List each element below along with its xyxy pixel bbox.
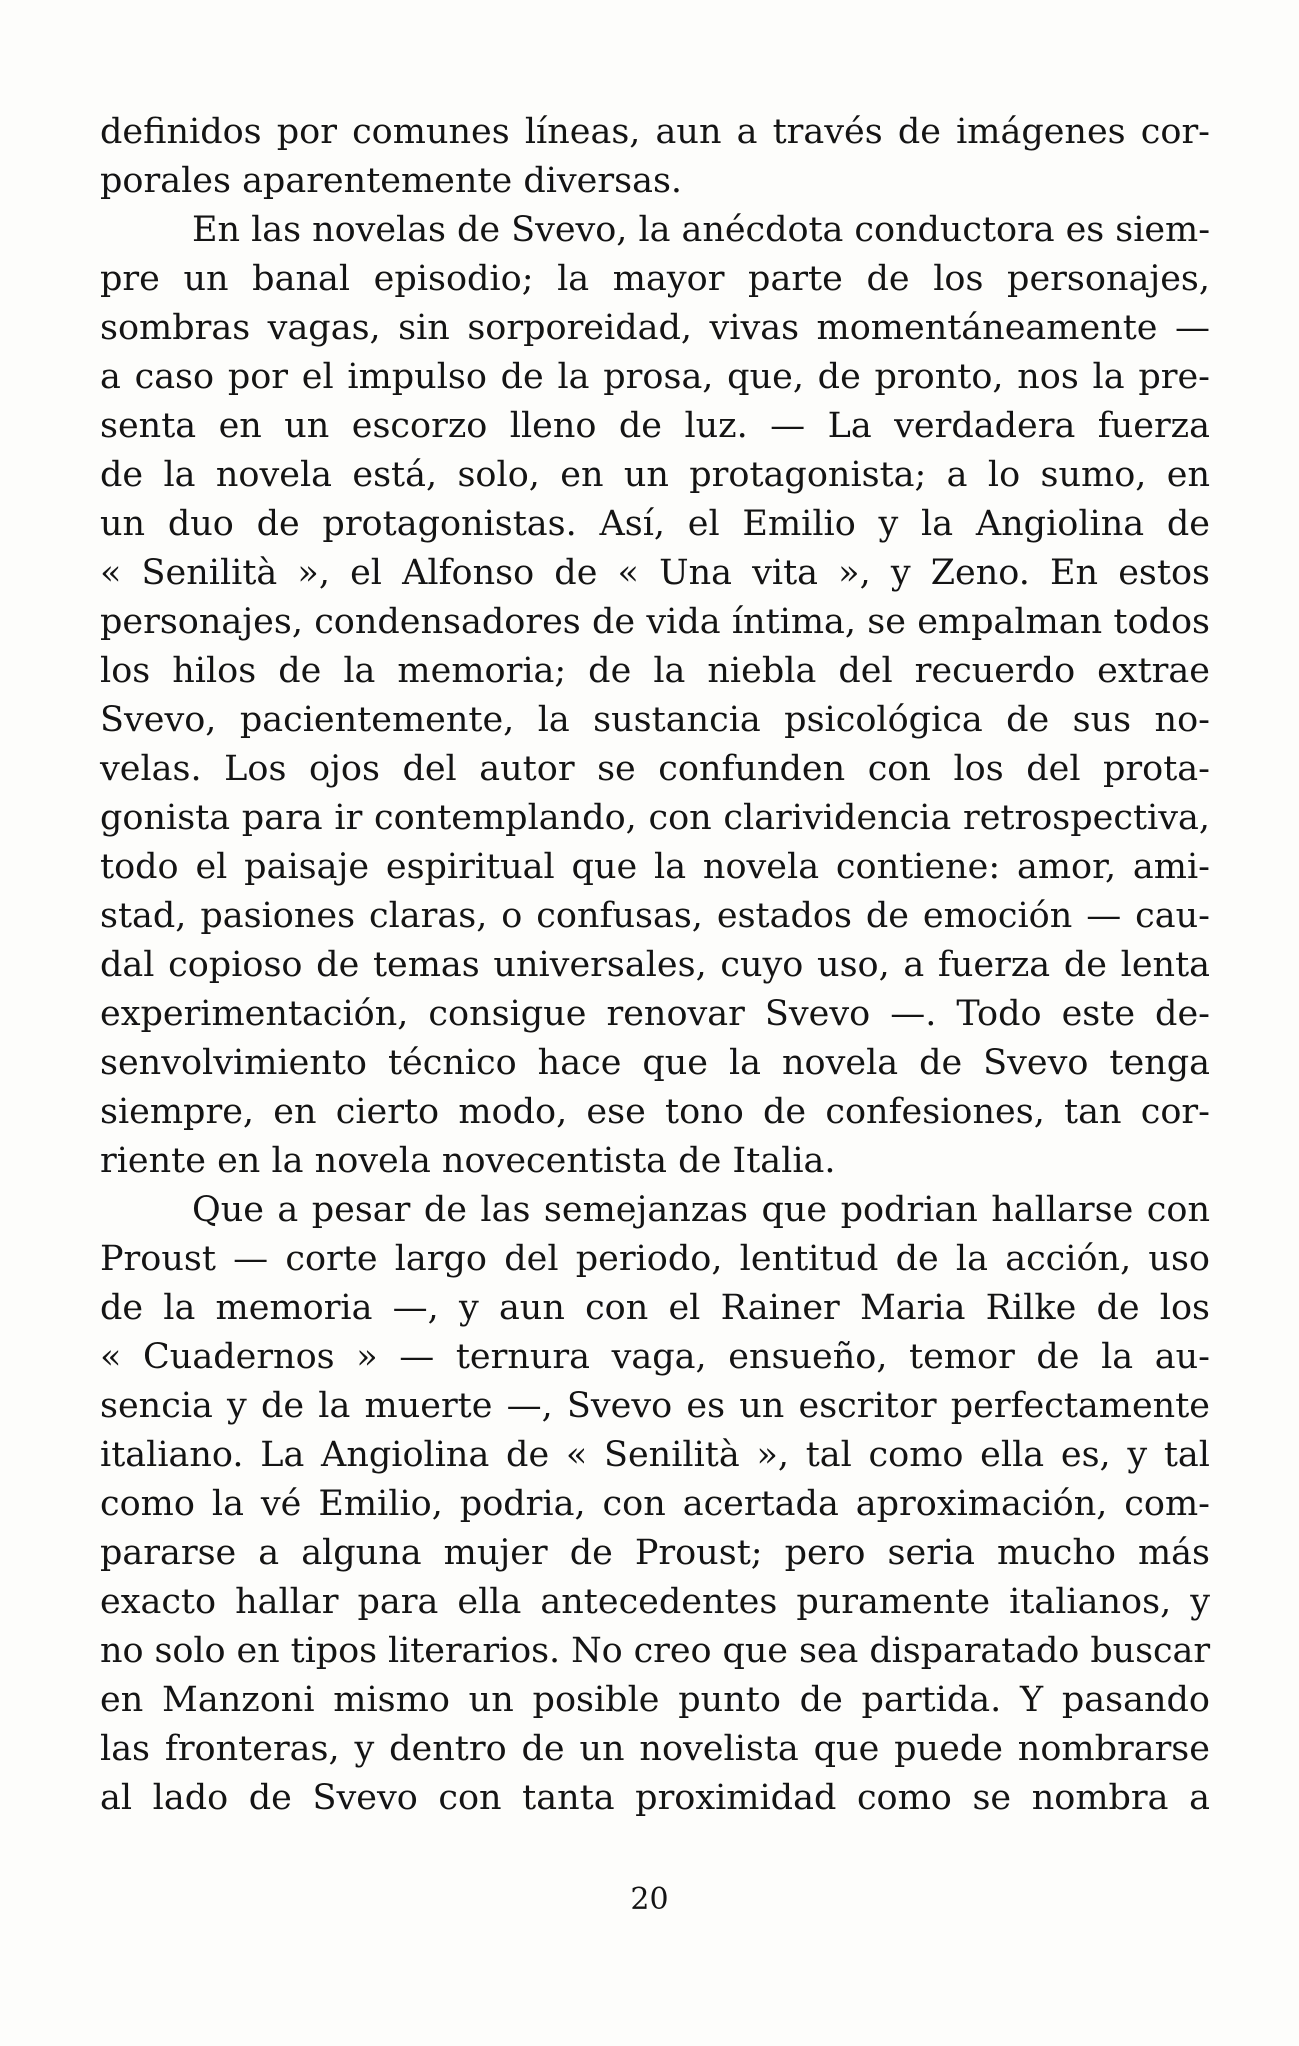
text-line: « Senilità », el Alfonso de « Una vita », y Zeno. En estos xyxy=(100,553,1210,593)
text-line: definidos por comunes líneas, aun a través de imágenes cor- xyxy=(100,112,1210,152)
text-line: porales aparentemente diversas. xyxy=(100,161,683,201)
text-line: de la novela está, solo, en un protagonista; a lo sumo, en xyxy=(100,455,1210,495)
text-line: sencia y de la muerte —, Svevo es un escritor perfectamente xyxy=(100,1386,1210,1426)
text-line: al lado de Svevo con tanta proximidad como se nombra a xyxy=(100,1778,1210,1818)
text-line: no solo en tipos literarios. No creo que sea disparatado buscar xyxy=(100,1631,1210,1671)
body-text xyxy=(100,108,1210,1823)
text-line: personajes, condensadores de vida íntima, se empalman todos xyxy=(100,602,1210,642)
text-line: los hilos de la memoria; de la niebla del recuerdo extrae xyxy=(100,651,1210,691)
text-line: exacto hallar para ella antecedentes puramente italianos, y xyxy=(100,1582,1210,1622)
text-line: las fronteras, y dentro de un novelista que puede nombrarse xyxy=(100,1729,1210,1769)
text-line: senta en un escorzo lleno de luz. — La verdadera fuerza xyxy=(100,406,1210,446)
text-line: sombras vagas, sin sorporeidad, vivas momentáneamente — xyxy=(100,308,1210,348)
text-line: senvolvimiento técnico hace que la novela de Svevo tenga xyxy=(100,1043,1210,1083)
text-line: de la memoria —, y aun con el Rainer Maria Rilke de los xyxy=(100,1288,1210,1328)
text-line: velas. Los ojos del autor se confunden con los del prota- xyxy=(100,749,1210,789)
text-line: como la vé Emilio, podria, con acertada aproximación, com- xyxy=(100,1484,1210,1524)
text-line: todo el paisaje espiritual que la novela contiene: amor, ami- xyxy=(100,847,1210,887)
text-line: dal copioso de temas universales, cuyo uso, a fuerza de lenta xyxy=(100,945,1210,985)
text-line: stad, pasiones claras, o confusas, estados de emoción — cau- xyxy=(100,896,1210,936)
text-line: pararse a alguna mujer de Proust; pero seria mucho más xyxy=(100,1533,1210,1573)
text-line: en Manzoni mismo un posible punto de partida. Y pasando xyxy=(100,1680,1210,1720)
text-line: italiano. La Angiolina de « Senilità », tal como ella es, y tal xyxy=(100,1435,1210,1475)
text-line: Proust — corte largo del periodo, lentitud de la acción, uso xyxy=(100,1239,1210,1279)
page-number: 20 xyxy=(630,1882,669,1917)
text-line: un duo de protagonistas. Así, el Emilio y la Angiolina de xyxy=(100,504,1210,544)
text-line: pre un banal episodio; la mayor parte de los personajes, xyxy=(100,259,1210,299)
text-line: Svevo, pacientemente, la sustancia psicológica de sus no- xyxy=(100,700,1210,740)
text-line: experimentación, consigue renovar Svevo —. Todo este de- xyxy=(100,994,1210,1034)
text-line: a caso por el impulso de la prosa, que, de pronto, nos la pre- xyxy=(100,357,1210,397)
text-line: gonista para ir contemplando, con clarividencia retrospectiva, xyxy=(100,798,1210,838)
text-line: siempre, en cierto modo, ese tono de confesiones, tan cor- xyxy=(100,1092,1210,1132)
text-line: riente en la novela novecentista de Italia. xyxy=(100,1141,836,1181)
text-line: Que a pesar de las semejanzas que podrian hallarse con xyxy=(192,1190,1210,1230)
text-line: « Cuadernos » — ternura vaga, ensueño, temor de la au- xyxy=(100,1337,1210,1377)
text-line: En las novelas de Svevo, la anécdota conductora es siem- xyxy=(192,210,1210,250)
